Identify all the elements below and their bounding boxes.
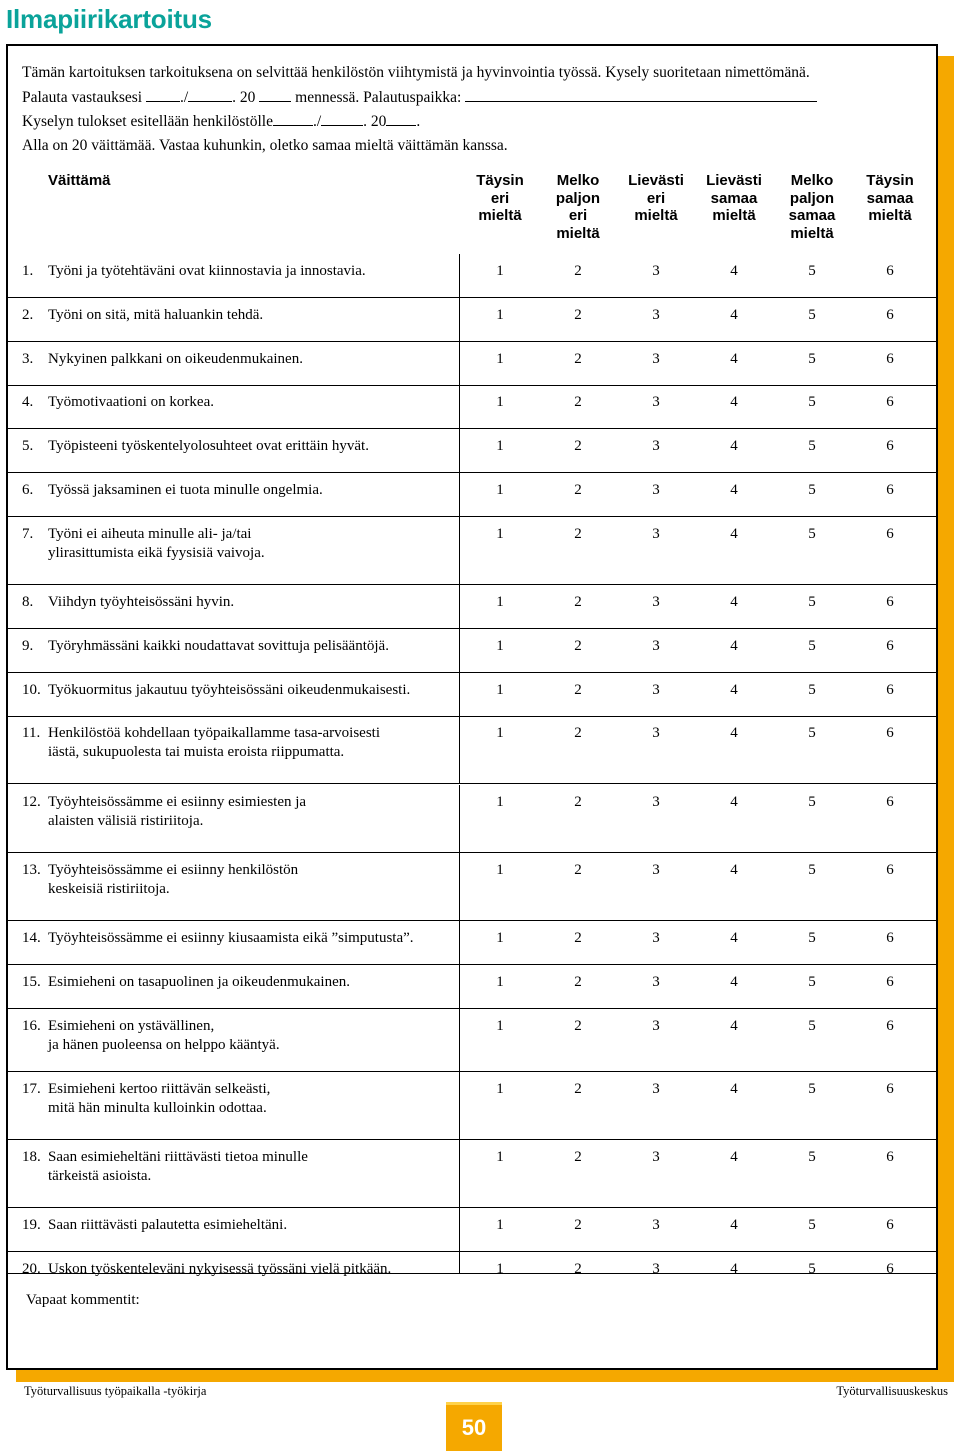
statement-text-continued: iästä, sukupuolesta tai muista eroista riippumatta.	[48, 744, 345, 760]
option-2-statement-10[interactable]: 2	[574, 682, 582, 698]
statement-text: Esimieheni kertoo riittävän selkeästi,	[48, 1081, 271, 1097]
statement-text: Nykyinen palkkani on oikeudenmukainen.	[48, 351, 303, 367]
statement-text: Saan esimieheltäni riittävästi tietoa minulle	[48, 1149, 308, 1165]
row-divider	[8, 920, 936, 921]
column-divider	[459, 1252, 460, 1273]
statement-text: Työyhteisössämme ei esiinny kiusaamista eikä ”simputusta”.	[48, 930, 414, 946]
row-divider	[8, 428, 936, 429]
option-6-statement-16[interactable]: 6	[886, 1018, 894, 1034]
option-2-statement-16[interactable]: 2	[574, 1018, 582, 1034]
option-2-statement-7[interactable]: 2	[574, 526, 582, 542]
results-year-field[interactable]	[386, 113, 416, 126]
footer-left: Työturvallisuus työpaikalla -työkirja	[24, 1384, 207, 1398]
option-5-statement-13[interactable]: 5	[808, 862, 816, 878]
statement-4	[22, 393, 214, 412]
option-2-statement-6[interactable]: 2	[574, 482, 582, 498]
option-2-statement-20[interactable]: 2	[574, 1261, 582, 1277]
comments-label: Vapaat kommentit:	[26, 1292, 140, 1308]
statement-5	[22, 437, 369, 456]
statement-20	[22, 1260, 391, 1279]
column-divider	[459, 585, 460, 628]
return-month-field[interactable]	[188, 89, 232, 102]
statement-number: 1.	[22, 263, 34, 279]
statement-text: Saan riittävästi palautetta esimieheltäni.	[48, 1217, 288, 1233]
option-4-statement-11[interactable]: 4	[730, 725, 738, 741]
row-divider	[8, 672, 936, 673]
statement-text: Työni ja työtehtäväni ovat kiinnostavia ja innostavia.	[48, 263, 366, 279]
option-3-statement-18[interactable]: 3	[652, 1149, 660, 1165]
option-6-statement-2[interactable]: 6	[886, 307, 894, 323]
year-prefix: . 20	[363, 113, 387, 130]
column-divider	[459, 716, 460, 783]
intro-line-3	[22, 113, 420, 131]
option-4-statement-10[interactable]: 4	[730, 682, 738, 698]
option-6-statement-5[interactable]: 6	[886, 438, 894, 454]
row-divider	[8, 1008, 936, 1009]
row-divider	[8, 852, 936, 853]
option-1-statement-10[interactable]: 1	[496, 682, 504, 698]
option-3-statement-9[interactable]: 3	[652, 638, 660, 654]
column-header-2	[543, 172, 613, 242]
statement-2	[22, 306, 263, 325]
option-1-statement-8[interactable]: 1	[496, 594, 504, 610]
column-divider	[459, 629, 460, 672]
option-5-statement-9[interactable]: 5	[808, 638, 816, 654]
option-4-statement-1[interactable]: 4	[730, 263, 738, 279]
date-separator: ./	[179, 89, 189, 106]
option-4-statement-6[interactable]: 4	[730, 482, 738, 498]
option-3-statement-2[interactable]: 3	[652, 307, 660, 323]
option-5-statement-18[interactable]: 5	[808, 1149, 816, 1165]
column-divider	[459, 473, 460, 516]
option-4-statement-20[interactable]: 4	[730, 1261, 738, 1277]
option-2-statement-12[interactable]: 2	[574, 794, 582, 810]
option-4-statement-2[interactable]: 4	[730, 307, 738, 323]
column-divider	[459, 429, 460, 472]
option-6-statement-3[interactable]: 6	[886, 351, 894, 367]
option-3-statement-4[interactable]: 3	[652, 394, 660, 410]
column-header-line: paljon	[789, 189, 835, 207]
row-divider	[8, 385, 936, 386]
column-header-line: samaa	[866, 189, 914, 207]
option-4-statement-18[interactable]: 4	[730, 1149, 738, 1165]
column-header-line: Lievästi	[706, 172, 762, 189]
option-5-statement-14[interactable]: 5	[808, 930, 816, 946]
option-2-statement-14[interactable]: 2	[574, 930, 582, 946]
option-5-statement-19[interactable]: 5	[808, 1217, 816, 1233]
row-divider	[8, 516, 936, 517]
column-divider	[459, 853, 460, 920]
option-1-statement-2[interactable]: 1	[496, 307, 504, 323]
option-2-statement-4[interactable]: 2	[574, 394, 582, 410]
statement-18	[22, 1148, 308, 1186]
statement-3	[22, 350, 303, 369]
option-6-statement-19[interactable]: 6	[886, 1217, 894, 1233]
option-6-statement-1[interactable]: 6	[886, 263, 894, 279]
option-1-statement-7[interactable]: 1	[496, 526, 504, 542]
option-5-statement-1[interactable]: 5	[808, 263, 816, 279]
option-2-statement-18[interactable]: 2	[574, 1149, 582, 1165]
option-3-statement-6[interactable]: 3	[652, 482, 660, 498]
option-4-statement-12[interactable]: 4	[730, 794, 738, 810]
statement-text-continued: mitä hän minulta kulloinkin odottaa.	[48, 1100, 267, 1116]
return-day-field[interactable]	[146, 89, 180, 102]
statement-text: Työni on sitä, mitä haluankin tehdä.	[48, 307, 264, 323]
option-4-statement-17[interactable]: 4	[730, 1081, 738, 1097]
statement-text: Työkuormitus jakautuu työyhteisössäni oikeudenmukaisesti.	[48, 682, 411, 698]
option-1-statement-20[interactable]: 1	[496, 1261, 504, 1277]
option-5-statement-10[interactable]: 5	[808, 682, 816, 698]
column-divider	[459, 342, 460, 385]
statement-11	[22, 724, 380, 762]
statement-number: 11.	[22, 725, 41, 741]
statement-number: 10.	[22, 682, 41, 698]
option-3-statement-11[interactable]: 3	[652, 725, 660, 741]
option-5-statement-20[interactable]: 5	[808, 1261, 816, 1277]
option-4-statement-4[interactable]: 4	[730, 394, 738, 410]
page-title: Ilmapiirikartoitus	[6, 4, 212, 34]
statement-text: Esimieheni on tasapuolinen ja oikeudenmukainen.	[48, 974, 351, 990]
column-header-line: mieltä	[556, 224, 600, 242]
column-divider	[459, 1208, 460, 1251]
statement-text: Työyhteisössämme ei esiinny esimiesten ja	[48, 794, 307, 810]
column-divider	[459, 673, 460, 716]
option-1-statement-15[interactable]: 1	[496, 974, 504, 990]
option-6-statement-12[interactable]: 6	[886, 794, 894, 810]
year-prefix: . 20	[232, 89, 256, 106]
statement-text-continued: keskeisiä ristiriitoja.	[48, 881, 170, 897]
option-1-statement-1[interactable]: 1	[496, 263, 504, 279]
option-5-statement-8[interactable]: 5	[808, 594, 816, 610]
option-5-statement-6[interactable]: 5	[808, 482, 816, 498]
statement-number: 7.	[22, 526, 34, 542]
row-divider	[8, 1071, 936, 1072]
option-4-statement-15[interactable]: 4	[730, 974, 738, 990]
statement-12	[22, 793, 306, 831]
column-header-line: mieltä	[478, 207, 522, 224]
row-divider	[8, 783, 936, 784]
statement-number: 9.	[22, 638, 34, 654]
option-2-statement-2[interactable]: 2	[574, 307, 582, 323]
option-5-statement-17[interactable]: 5	[808, 1081, 816, 1097]
statement-number: 4.	[22, 394, 34, 410]
option-2-statement-17[interactable]: 2	[574, 1081, 582, 1097]
statement-text: Työyhteisössämme ei esiinny henkilöstön	[48, 862, 299, 878]
column-header-4	[699, 172, 769, 225]
intro-line-1: Tämän kartoituksen tarkoituksena on selvittää henkilöstön viihtymistä ja hyvinvointia työssä. Kysely suoritetaan nimettömänä.	[22, 64, 810, 81]
statement-7	[22, 525, 265, 563]
row-divider	[8, 1273, 936, 1274]
column-header-line: Melko	[790, 172, 834, 189]
option-3-statement-17[interactable]: 3	[652, 1081, 660, 1097]
option-4-statement-13[interactable]: 4	[730, 862, 738, 878]
statement-number: 13.	[22, 862, 41, 878]
row-divider	[8, 1207, 936, 1208]
statement-text: Työryhmässäni kaikki noudattavat sovittuja pelisääntöjä.	[48, 638, 389, 654]
column-header-line: Melko	[556, 172, 600, 189]
row-divider	[8, 1251, 936, 1252]
option-4-statement-8[interactable]: 4	[730, 594, 738, 610]
option-3-statement-12[interactable]: 3	[652, 794, 660, 810]
option-1-statement-17[interactable]: 1	[496, 1081, 504, 1097]
row-divider	[8, 297, 936, 298]
column-header-line: samaa	[788, 207, 836, 224]
statement-text: Uskon työskenteleväni nykyisessä työssäni vielä pitkään.	[48, 1261, 392, 1277]
statement-text: Henkilöstöä kohdellaan työpaikallamme tasa-arvoisesti	[48, 725, 380, 741]
statement-number: 19.	[22, 1217, 41, 1233]
column-header-line: mieltä	[868, 207, 912, 224]
column-header-line: Täysin	[866, 172, 914, 189]
option-3-statement-16[interactable]: 3	[652, 1018, 660, 1034]
option-4-statement-5[interactable]: 4	[730, 438, 738, 454]
option-2-statement-8[interactable]: 2	[574, 594, 582, 610]
statement-number: 18.	[22, 1149, 41, 1165]
option-5-statement-12[interactable]: 5	[808, 794, 816, 810]
option-2-statement-1[interactable]: 2	[574, 263, 582, 279]
return-year-field[interactable]	[259, 89, 291, 102]
column-header-6	[855, 172, 925, 225]
option-6-statement-4[interactable]: 6	[886, 394, 894, 410]
option-4-statement-9[interactable]: 4	[730, 638, 738, 654]
column-divider	[459, 921, 460, 964]
intro-return-label: Palauta vastauksesi	[22, 89, 143, 106]
option-2-statement-3[interactable]: 2	[574, 351, 582, 367]
option-3-statement-13[interactable]: 3	[652, 862, 660, 878]
option-3-statement-14[interactable]: 3	[652, 930, 660, 946]
statement-text: Esimieheni on ystävällinen,	[48, 1018, 215, 1034]
option-1-statement-14[interactable]: 1	[496, 930, 504, 946]
option-3-statement-7[interactable]: 3	[652, 526, 660, 542]
statement-number: 8.	[22, 594, 34, 610]
column-header-line: mieltä	[712, 207, 756, 224]
statement-9	[22, 637, 389, 656]
option-1-statement-11[interactable]: 1	[496, 725, 504, 741]
option-6-statement-6[interactable]: 6	[886, 482, 894, 498]
option-2-statement-15[interactable]: 2	[574, 974, 582, 990]
statement-text: Työmotivaationi on korkea.	[48, 394, 214, 410]
option-2-statement-11[interactable]: 2	[574, 725, 582, 741]
option-5-statement-2[interactable]: 5	[808, 307, 816, 323]
option-4-statement-14[interactable]: 4	[730, 930, 738, 946]
intro-line-4: Alla on 20 väittämää. Vastaa kuhunkin, oletko samaa mieltä väittämän kanssa.	[22, 137, 508, 154]
results-month-field[interactable]	[321, 113, 363, 126]
option-6-statement-9[interactable]: 6	[886, 638, 894, 654]
statement-1	[22, 262, 366, 281]
statement-8	[22, 593, 234, 612]
option-6-statement-17[interactable]: 6	[886, 1081, 894, 1097]
option-2-statement-5[interactable]: 2	[574, 438, 582, 454]
results-label: Kyselyn tulokset esitellään henkilöstölle	[22, 113, 273, 130]
option-5-statement-3[interactable]: 5	[808, 351, 816, 367]
column-header-3	[621, 172, 691, 225]
column-header-5	[777, 172, 847, 242]
column-header-line: mieltä	[790, 224, 834, 242]
statement-header: Väittämä	[48, 172, 111, 189]
column-header-line: eri	[490, 189, 510, 207]
option-5-statement-16[interactable]: 5	[808, 1018, 816, 1034]
option-1-statement-4[interactable]: 1	[496, 394, 504, 410]
option-1-statement-9[interactable]: 1	[496, 638, 504, 654]
option-1-statement-5[interactable]: 1	[496, 438, 504, 454]
statement-number: 12.	[22, 794, 41, 810]
column-divider	[459, 1072, 460, 1139]
column-divider	[459, 298, 460, 341]
option-5-statement-11[interactable]: 5	[808, 725, 816, 741]
statement-text-continued: ylirasittumista eikä fyysisiä vaivoja.	[48, 545, 265, 561]
option-4-statement-19[interactable]: 4	[730, 1217, 738, 1233]
option-1-statement-12[interactable]: 1	[496, 794, 504, 810]
statement-number: 15.	[22, 974, 41, 990]
row-divider	[8, 964, 936, 965]
row-divider	[8, 341, 936, 342]
column-header-line: Täysin	[476, 172, 524, 189]
option-4-statement-3[interactable]: 4	[730, 351, 738, 367]
results-day-field[interactable]	[273, 113, 313, 126]
option-6-statement-18[interactable]: 6	[886, 1149, 894, 1165]
option-1-statement-19[interactable]: 1	[496, 1217, 504, 1233]
option-6-statement-7[interactable]: 6	[886, 526, 894, 542]
column-divider	[459, 1140, 460, 1207]
statement-19	[22, 1216, 287, 1235]
column-divider	[459, 254, 460, 297]
page-number-badge: 50	[446, 1402, 502, 1451]
footer-right: Työturvallisuuskeskus	[836, 1384, 948, 1398]
option-6-statement-14[interactable]: 6	[886, 930, 894, 946]
column-header-line: eri	[568, 207, 588, 224]
statement-text-continued: alaisten välisiä ristiriitoja.	[48, 813, 204, 829]
option-6-statement-8[interactable]: 6	[886, 594, 894, 610]
row-divider	[8, 584, 936, 585]
column-divider	[459, 385, 460, 428]
option-3-statement-1[interactable]: 3	[652, 263, 660, 279]
option-2-statement-13[interactable]: 2	[574, 862, 582, 878]
column-divider	[459, 1009, 460, 1071]
return-place-label: mennessä. Palautuspaikka:	[295, 89, 462, 106]
statement-number: 17.	[22, 1081, 41, 1097]
option-3-statement-20[interactable]: 3	[652, 1261, 660, 1277]
column-header-line: eri	[646, 189, 666, 207]
option-6-statement-20[interactable]: 6	[886, 1261, 894, 1277]
option-3-statement-5[interactable]: 3	[652, 438, 660, 454]
option-6-statement-13[interactable]: 6	[886, 862, 894, 878]
statement-13	[22, 861, 298, 899]
option-4-statement-7[interactable]: 4	[730, 526, 738, 542]
option-3-statement-3[interactable]: 3	[652, 351, 660, 367]
option-1-statement-18[interactable]: 1	[496, 1149, 504, 1165]
option-2-statement-9[interactable]: 2	[574, 638, 582, 654]
statement-text: Työni ei aiheuta minulle ali- ja/tai	[48, 526, 252, 542]
column-header-line: samaa	[710, 189, 758, 207]
option-5-statement-7[interactable]: 5	[808, 526, 816, 542]
option-3-statement-15[interactable]: 3	[652, 974, 660, 990]
option-4-statement-16[interactable]: 4	[730, 1018, 738, 1034]
option-1-statement-3[interactable]: 1	[496, 351, 504, 367]
row-divider	[8, 628, 936, 629]
statement-number: 14.	[22, 930, 41, 946]
statement-text-continued: tärkeistä asioista.	[48, 1168, 152, 1184]
option-5-statement-15[interactable]: 5	[808, 974, 816, 990]
row-divider	[8, 716, 936, 717]
statement-text: Työpisteeni työskentelyolosuhteet ovat erittäin hyvät.	[48, 438, 369, 454]
column-divider	[459, 965, 460, 1008]
statement-number: 5.	[22, 438, 34, 454]
statement-17	[22, 1080, 270, 1118]
statement-14	[22, 929, 414, 948]
statement-text-continued: ja hänen puoleensa on helppo kääntyä.	[48, 1037, 280, 1053]
date-separator: ./	[312, 113, 322, 130]
option-2-statement-19[interactable]: 2	[574, 1217, 582, 1233]
statement-15	[22, 973, 350, 992]
statement-16	[22, 1017, 280, 1055]
statement-number: 16.	[22, 1018, 41, 1034]
option-1-statement-13[interactable]: 1	[496, 862, 504, 878]
option-1-statement-16[interactable]: 1	[496, 1018, 504, 1034]
statement-10	[22, 681, 410, 700]
statement-number: 3.	[22, 351, 34, 367]
statement-number: 20.	[22, 1261, 41, 1277]
row-divider	[8, 472, 936, 473]
option-5-statement-4[interactable]: 5	[808, 394, 816, 410]
option-6-statement-11[interactable]: 6	[886, 725, 894, 741]
statement-number: 2.	[22, 307, 34, 323]
statement-6	[22, 481, 323, 500]
column-divider	[459, 517, 460, 584]
statement-text: Työssä jaksaminen ei tuota minulle ongelmia.	[48, 482, 323, 498]
column-divider	[459, 785, 460, 852]
row-divider	[8, 1139, 936, 1140]
column-header-1	[465, 172, 535, 225]
intro-line-2	[22, 89, 817, 107]
period: .	[416, 113, 421, 130]
statement-number: 6.	[22, 482, 34, 498]
option-3-statement-8[interactable]: 3	[652, 594, 660, 610]
option-3-statement-10[interactable]: 3	[652, 682, 660, 698]
option-6-statement-10[interactable]: 6	[886, 682, 894, 698]
column-header-line: mieltä	[634, 207, 678, 224]
column-header-line: Lievästi	[628, 172, 684, 189]
return-place-field[interactable]	[465, 89, 817, 102]
option-1-statement-6[interactable]: 1	[496, 482, 504, 498]
option-6-statement-15[interactable]: 6	[886, 974, 894, 990]
statement-text: Viihdyn työyhteisössäni hyvin.	[48, 594, 235, 610]
option-3-statement-19[interactable]: 3	[652, 1217, 660, 1233]
column-header-line: paljon	[555, 189, 601, 207]
option-5-statement-5[interactable]: 5	[808, 438, 816, 454]
